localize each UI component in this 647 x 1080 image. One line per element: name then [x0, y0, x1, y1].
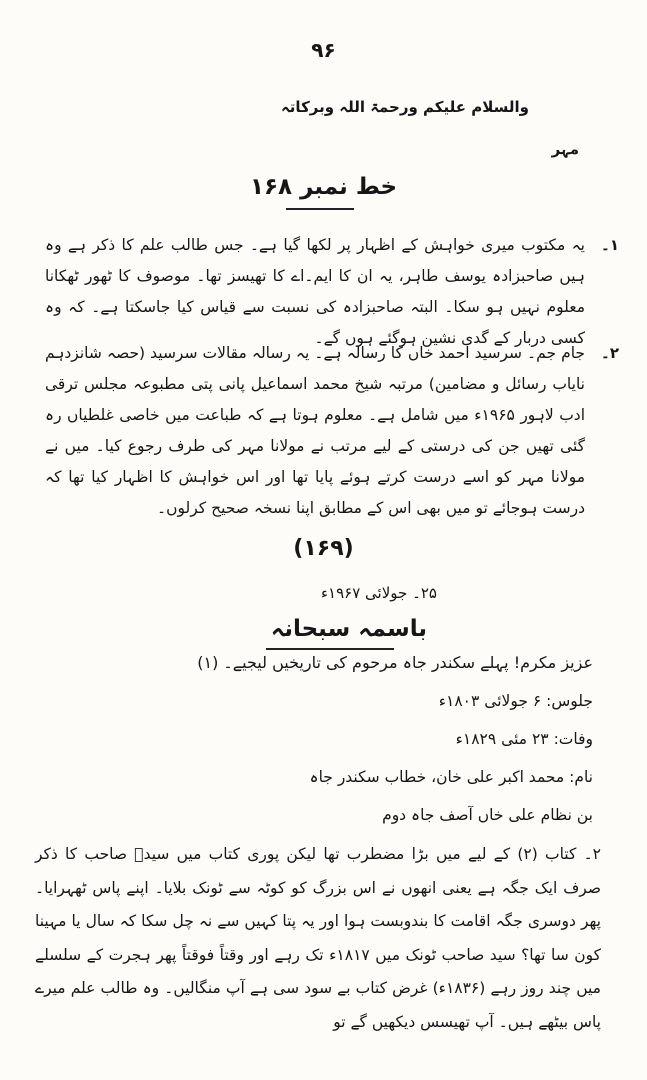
fact-line: نام: محمد اکبر علی خان، خطاب سکندر جاہ [309, 768, 593, 786]
footnote-1 [45, 230, 619, 354]
bismillah-heading: باسمہ سبحانہ [270, 616, 427, 642]
fact-line: جلوس: ۶ جولائی ۱۸۰۳ء [438, 692, 593, 710]
footnote-text: جام جم۔ سرسید احمد خاں کا رسالہ ہے۔ یہ رسالہ مقالات سرسید (حصہ شانزدہم نایاب رسائل و مضامین) مرتبہ شیخ محمد اسماعیل پانی پتی مطبوعہ مجلس ترقی ادب لاہور ۱۹۶۵ء میں شامل ہے۔ معلوم ہوتا ہے کہ طباعت میں خاصی غلطیاں رہ گئی تھیں جن کی درستی کے لیے مرتب نے مولانا مہر کی طرف رجوع کیا۔ میں نے مولانا مہر کو اسے درست کرتے ہوئے پایا تھا اور اس خواہش کا اظہار کیا تھا کہ درست ہوجائے تو میں بھی اس کے مطابق اپنا نسخہ صحیح کرلوں۔ [45, 344, 585, 517]
footnote-text: یہ مکتوب میری خواہش کے اظہار پر لکھا گیا ہے۔ جس طالب علم کا ذکر ہے وہ ہیں صاحبزادہ یوسف طاہر، یہ ان کا ایم۔اے کا تھیسز تھا۔ موصوف کا ٹھور ٹھکانا معلوم نہیں ہو سکا۔ البتہ صاحبزادہ کی نسبت سے قیاس کیا جاسکتا ہے۔ کہ وہ کسی دربار کے گدی نشین ہوگئے ہوں گے۔ [45, 236, 585, 347]
closing-signature: مہر [551, 140, 579, 158]
bismillah-underline [266, 648, 394, 650]
footnote-2 [45, 338, 619, 524]
closing-salutation: والسلام علیکم ورحمۃ اللہ وبرکاتہ [281, 98, 529, 116]
footnote-number: ۲۔ [601, 344, 619, 362]
footnote-number: ۱۔ [601, 236, 619, 254]
page-number: ۹۶ [311, 38, 336, 62]
fact-line: وفات: ۲۳ مئی ۱۸۲۹ء [455, 730, 593, 748]
letter-paragraph: ۲۔ کتاب (۲) کے لیے میں بڑا مضطرب تھا لیکن پوری کتاب میں سیدؒ صاحب کا ذکر صرف ایک جگہ ہے یعنی انھوں نے اس بزرگ کو کوٹہ سے ٹونک بلایا۔ اپنے پاس ٹھہرایا۔ پھر دوسری جگہ اقامت کا بندوبست ہوا اور یہ پتا کہیں سے نہ چل سکا کہ سال یا مہینا کون سا تھا؟ سید صاحب ٹونک میں ۱۸۱۷ء تک رہے اور وقتاً فوقتاً پھر ہجرت کے سلسلے میں چند روز رہے (۱۸۳۶ء) غرض کتاب بے سود سی ہے آپ منگالیں۔ وہ طالب علم میرے پاس بیٹھے ہیں۔ آپ تھیسس دیکھیں گے تو [35, 845, 601, 1031]
letter-number: (۱۶۹) [293, 536, 354, 561]
heading-underline [286, 208, 354, 210]
letter-greeting: عزیز مکرم! پہلے سکندر جاہ مرحوم کی تاریخیں لیجیے۔ (۱) [197, 653, 593, 672]
letter-heading: خط نمبر ۱۶۸ [249, 174, 398, 200]
fact-line: بن نظام علی خاں آصف جاہ دوم [382, 806, 593, 824]
letter-date: ۲۵۔ جولائی ۱۹۶۷ء [320, 584, 437, 602]
